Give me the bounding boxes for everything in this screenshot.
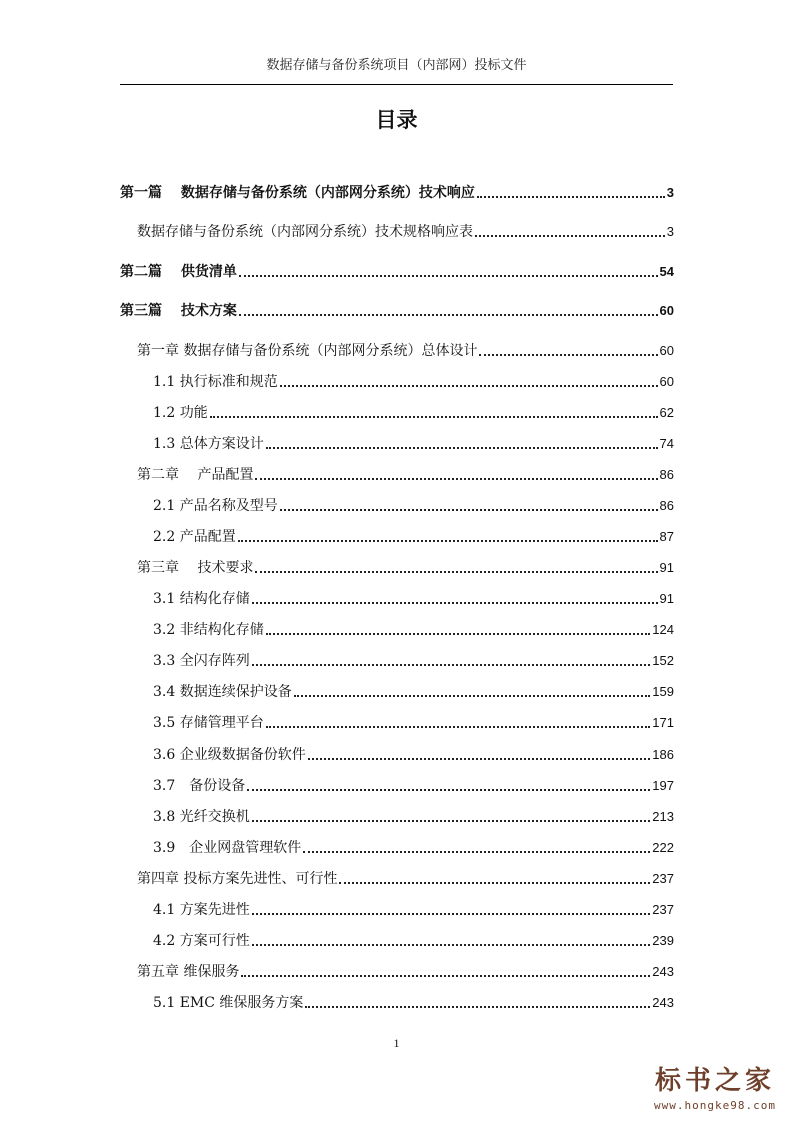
- toc-entry-label: 1.2 功能: [153, 405, 208, 421]
- toc-entry-label: 第一章 数据存储与备份系统（内部网分系统）总体设计: [137, 343, 478, 359]
- toc-entry-page: 86: [659, 467, 674, 482]
- dot-leader: [252, 944, 651, 946]
- toc-entry[interactable]: [153, 807, 674, 827]
- toc-entry-label: 第二篇 供货清单: [120, 264, 237, 280]
- toc-entry[interactable]: [153, 993, 674, 1013]
- header-rule: [120, 84, 673, 85]
- watermark-text: 标书之家: [654, 1066, 775, 1096]
- toc-entry[interactable]: [137, 962, 674, 982]
- toc-entry-page: 60: [659, 374, 674, 389]
- watermark-url: www.hongke98.com: [654, 1099, 776, 1112]
- dot-leader: [238, 540, 658, 542]
- toc-entry[interactable]: [137, 465, 674, 485]
- toc-entry-label: 第二章 产品配置: [137, 467, 254, 483]
- toc-entry[interactable]: [137, 341, 674, 361]
- toc-entry-label: 第五章 维保服务: [137, 964, 240, 980]
- toc-entry[interactable]: [153, 527, 674, 547]
- toc-entry-label: 第一篇 数据存储与备份系统（内部网分系统）技术响应: [120, 185, 475, 201]
- toc-entry-page: 213: [652, 809, 674, 824]
- toc-entry[interactable]: [153, 838, 674, 858]
- toc-entry-page: 87: [659, 529, 674, 544]
- toc-entry-page: 54: [659, 264, 674, 279]
- dot-leader: [239, 314, 658, 316]
- toc-entry[interactable]: [153, 372, 674, 392]
- toc-entry[interactable]: [153, 900, 674, 920]
- dot-leader: [252, 913, 651, 915]
- toc-entry-label: 3.9 企业网盘管理软件: [153, 840, 302, 856]
- toc-entry[interactable]: [153, 651, 674, 671]
- toc-entry-page: 171: [652, 715, 674, 730]
- dot-leader: [255, 571, 657, 573]
- toc-entry-label: 1.3 总体方案设计: [153, 436, 264, 452]
- dot-leader: [339, 882, 650, 884]
- page-number: 1: [393, 1036, 400, 1050]
- toc-entry-label: 3.3 全闪存阵列: [153, 653, 250, 669]
- toc-entry-page: 186: [652, 747, 674, 762]
- toc-entry[interactable]: [153, 713, 674, 733]
- dot-leader: [252, 820, 651, 822]
- toc-entry-label: 3.5 存储管理平台: [153, 715, 264, 731]
- toc-entry-label: 第三章 技术要求: [137, 560, 254, 576]
- toc-entry-page: 124: [652, 622, 674, 637]
- dot-leader: [266, 447, 658, 449]
- toc-entry[interactable]: [153, 589, 674, 609]
- dot-leader: [305, 1006, 650, 1008]
- toc-entry[interactable]: [153, 403, 674, 423]
- dot-leader: [252, 602, 658, 604]
- toc-entry-label: 3.2 非结构化存储: [153, 622, 264, 638]
- toc-entry-label: 3.6 企业级数据备份软件: [153, 747, 306, 763]
- toc-entry-label: 数据存储与备份系统（内部网分系统）技术规格响应表: [137, 224, 473, 240]
- toc-entry-page: 197: [652, 778, 674, 793]
- toc-entry-label: 2.2 产品配置: [153, 529, 236, 545]
- toc-entry[interactable]: [137, 558, 674, 578]
- toc-entry-label: 第三篇 技术方案: [120, 303, 237, 319]
- toc-entry[interactable]: [153, 776, 674, 796]
- toc-entry-page: 74: [659, 436, 674, 451]
- dot-leader: [308, 758, 651, 760]
- dot-leader: [252, 664, 651, 666]
- toc-entry-label: 3.7 备份设备: [153, 778, 246, 794]
- toc-entry-page: 91: [659, 560, 674, 575]
- toc-entry-page: 243: [652, 995, 674, 1010]
- dot-leader: [255, 478, 657, 480]
- toc-entry[interactable]: [153, 496, 674, 516]
- toc-entry-page: 3: [666, 185, 674, 200]
- page-header: 数据存储与备份系统项目（内部网）投标文件: [266, 58, 527, 73]
- toc-entry-page: 60: [659, 343, 674, 358]
- toc-entry-page: 62: [659, 405, 674, 420]
- dot-leader: [280, 509, 658, 511]
- watermark-logo: [640, 1060, 790, 1112]
- toc-entry-page: 237: [652, 902, 674, 917]
- toc-entry-label: 3.8 光纤交换机: [153, 809, 250, 825]
- toc-entry[interactable]: [153, 434, 674, 454]
- dot-leader: [303, 851, 650, 853]
- toc-entry-page: 159: [652, 684, 674, 699]
- toc-entry[interactable]: [153, 745, 674, 765]
- toc-entry-page: 91: [659, 591, 674, 606]
- dot-leader: [247, 789, 650, 791]
- toc-entry-page: 239: [652, 933, 674, 948]
- dot-leader: [475, 235, 665, 237]
- toc-entry-page: 237: [652, 871, 674, 886]
- dot-leader: [210, 416, 658, 418]
- dot-leader: [266, 726, 651, 728]
- dot-leader: [477, 196, 665, 198]
- toc-title: 目录: [375, 107, 418, 132]
- dot-leader: [266, 633, 651, 635]
- toc-entry[interactable]: [120, 262, 674, 282]
- toc-entry[interactable]: [137, 869, 674, 889]
- toc-entry[interactable]: [120, 183, 674, 203]
- toc-entry-label: 3.4 数据连续保护设备: [153, 684, 292, 700]
- toc-entry-label: 1.1 执行标准和规范: [153, 374, 278, 390]
- toc-entry[interactable]: [153, 620, 674, 640]
- toc-entry-label: 4.1 方案先进性: [153, 902, 250, 918]
- dot-leader: [241, 975, 650, 977]
- dot-leader: [239, 275, 658, 277]
- toc-entry[interactable]: [153, 682, 674, 702]
- toc-entry-page: 86: [659, 498, 674, 513]
- toc-entry-page: 60: [659, 303, 674, 318]
- dot-leader: [280, 385, 658, 387]
- toc-entry-label: 5.1 EMC 维保服务方案: [153, 995, 304, 1011]
- dot-leader: [294, 695, 651, 697]
- toc-entry-page: 3: [666, 224, 674, 239]
- toc-entry[interactable]: [153, 931, 674, 951]
- toc-entry-label: 2.1 产品名称及型号: [153, 498, 278, 514]
- toc-entry-label: 第四章 投标方案先进性、可行性: [137, 871, 338, 887]
- toc-entry-page: 222: [652, 840, 674, 855]
- toc-entry-label: 4.2 方案可行性: [153, 933, 250, 949]
- toc-entry[interactable]: [120, 301, 674, 321]
- toc-entry-page: 243: [652, 964, 674, 979]
- toc-entry-page: 152: [652, 653, 674, 668]
- toc-entry-label: 3.1 结构化存储: [153, 591, 250, 607]
- dot-leader: [479, 354, 657, 356]
- toc-entry[interactable]: [137, 222, 674, 242]
